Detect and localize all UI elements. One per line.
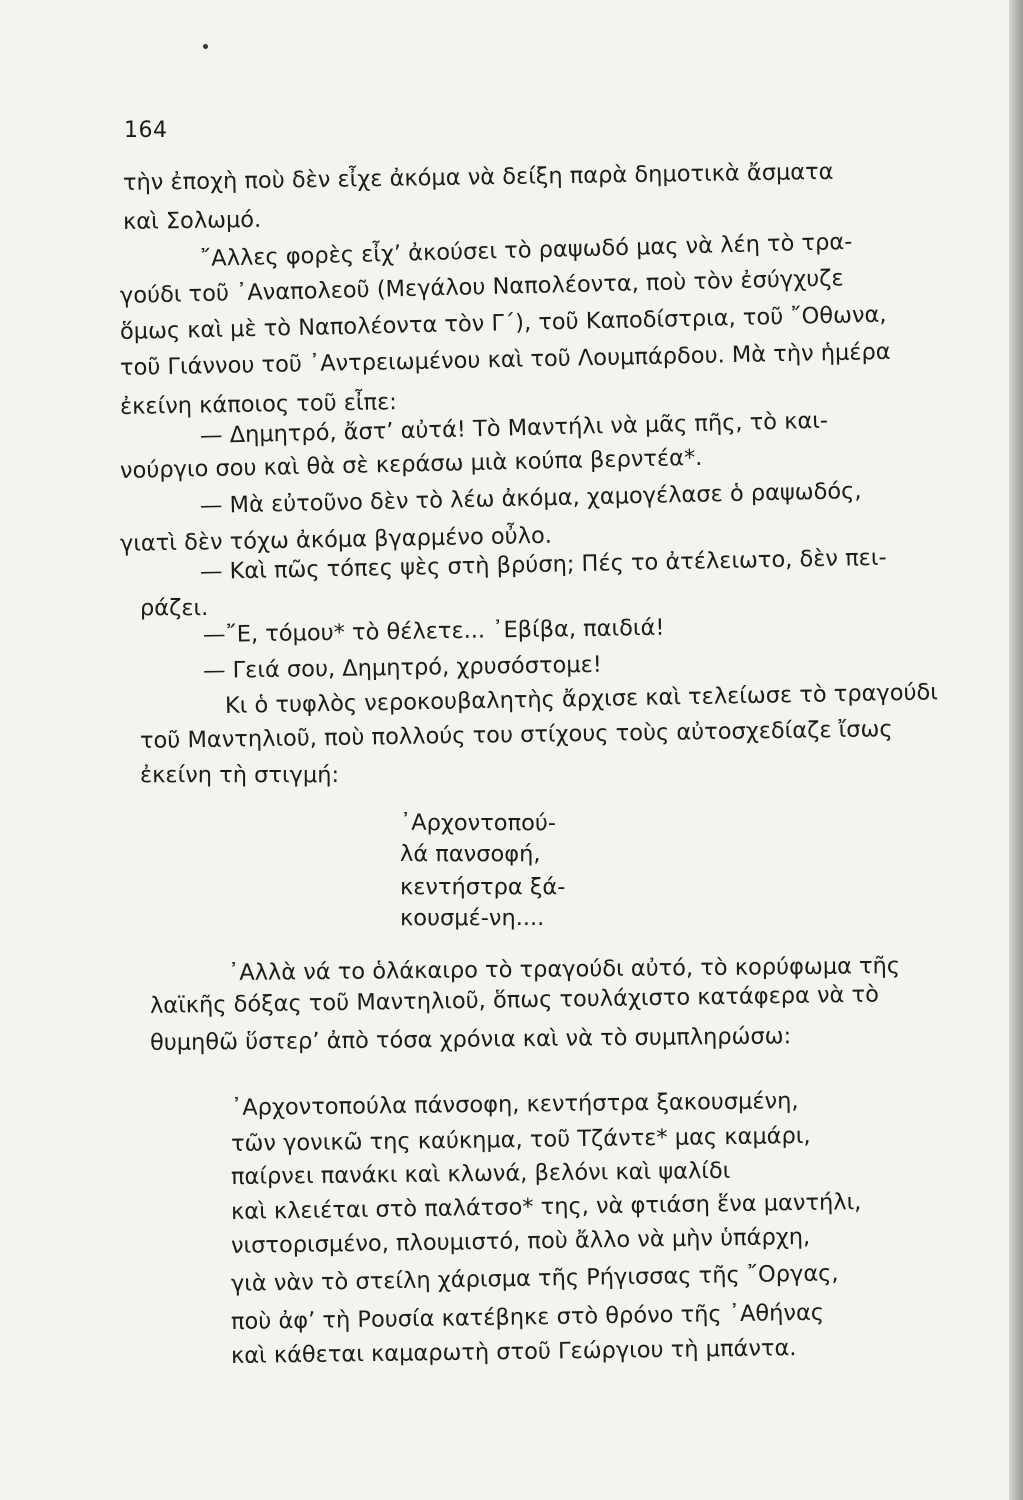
- ink-dot: [203, 44, 208, 49]
- text-line: ράζει.: [140, 595, 209, 621]
- poem-line: καὶ κάθεται καμαρωτὴ στοῦ Γεώργιου τὴ μπάντα.: [230, 1335, 797, 1369]
- text-line: καὶ Σολωμό.: [122, 206, 262, 235]
- page-number: 164: [124, 118, 168, 143]
- text-line: — Γειά σου, Δημητρό, χρυσόστομε!: [202, 651, 602, 684]
- page-edge-shadow: [1009, 0, 1023, 1500]
- text-line: — Καὶ πῶς τόπες ψὲς στὴ βρύση; Πές το ἀτέλειωτο, δὲν πει-: [199, 544, 887, 585]
- text-line: ᾿Αλλὰ νά το ὁλάκαιρο τὸ τραγούδι αὐτό, τὸ κορύφωμα τῆς: [227, 952, 901, 986]
- short-verse-line: κεντήστρα ξά-: [400, 874, 566, 900]
- text-line: ὅμως καὶ μὲ τὸ Ναπολέοντα τὸν Γ΄), τοῦ Καποδίστρια, τοῦ ῎Οθωνα,: [119, 301, 887, 345]
- text-line: νούργιο σου καὶ θὰ σὲ κεράσω μιὰ κούπα βερντέα*.: [119, 444, 703, 484]
- short-verse-line: ᾿Αρχοντοπού-: [400, 810, 557, 836]
- text-line: ἐκείνη τὴ στιγμή:: [140, 762, 340, 788]
- text-line: λαϊκῆς δόξας τοῦ Μαντηλιοῦ, ὅπως τουλάχιστο κατάφερα νὰ τὸ: [149, 981, 880, 1019]
- short-verse-line: κουσμέ-νη....: [400, 905, 545, 931]
- text-line: γούδι τοῦ ᾿Αναπολεοῦ (Μεγάλου Ναπολέοντα, ποὺ τὸν ἐσύγχυζε: [119, 265, 844, 309]
- text-line: —῎Ε, τόμου* τὸ θέλετε... ᾿Εβίβα, παιδιά!: [202, 614, 665, 648]
- poem-line: ᾿Αρχοντοπούλα πάνσοφη, κεντήστρα ξακουσμένη,: [230, 1088, 799, 1121]
- text-line: θυμηθῶ ὕστερ’ ἀπὸ τόσα χρόνια καὶ νὰ τὸ συμπληρώσω:: [149, 1023, 792, 1056]
- text-line: — Μὰ εὐτοῦνο δὲν τὸ λέω ἀκόμα, χαμογέλασε ὁ ραψωδός,: [199, 477, 862, 519]
- text-line: τοῦ Μαντηλιοῦ, ποὺ πολλούς του στίχους τοὺς αὐτοσχεδίαζε ἴσως: [139, 716, 893, 754]
- text-line: γιατὶ δὲν τόχω ἀκόμα βγαρμένο οὖλο.: [119, 522, 553, 557]
- poem-line: ποὺ ἀφ’ τὴ Ρουσία κατέβηκε στὸ θρόνο τῆς ᾿Αθήνας: [230, 1299, 825, 1335]
- text-line: τὴν ἐποχὴ ποὺ δὲν εἶχε ἀκόμα νὰ δείξη παρὰ δημοτικὰ ἄσματα: [122, 158, 834, 196]
- text-line: τοῦ Γιάννου τοῦ ᾿Αντρειωμένου καὶ τοῦ Λουμπάρδου. Μὰ τὴν ἡμέρα: [119, 338, 891, 381]
- text-line: — Δημητρό, ἄστ’ αὐτά! Τὸ Μαντήλι νὰ μᾶς πῆς, τὸ και-: [199, 407, 829, 449]
- poem-line: γιὰ νὰν τὸ στείλη χάρισμα τῆς Ρήγισσας τῆς ῎Οργας,: [230, 1260, 839, 1297]
- text-line: ῎Αλλες φορὲς εἶχ’ ἀκούσει τὸ ραψωδό μας νὰ λέη τὸ τρα-: [199, 228, 853, 272]
- short-verse-line: λά πανσοφή,: [400, 841, 541, 867]
- poem-line: καὶ κλειέται στὸ παλάτσο* της, νὰ φτιάση ἕνα μαντήλι,: [230, 1189, 862, 1225]
- poem-line: παίρνει πανάκι καὶ κλωνά, βελόνι καὶ ψαλίδι: [230, 1157, 731, 1190]
- text-line: ἐκείνη κάποιος τοῦ εἶπε:: [119, 389, 398, 420]
- poem-line: τῶν γονικῶ της καύκημα, τοῦ Τζάντε* μας καμάρι,: [230, 1122, 811, 1157]
- text-line: Κι ὁ τυφλὸς νεροκουβαλητὴς ἄρχισε καὶ τελείωσε τὸ τραγούδι: [224, 679, 939, 719]
- poem-line: νιστορισμένο, πλουμιστό, ποὺ ἄλλο νὰ μὴν ὑπάρχη,: [230, 1223, 811, 1259]
